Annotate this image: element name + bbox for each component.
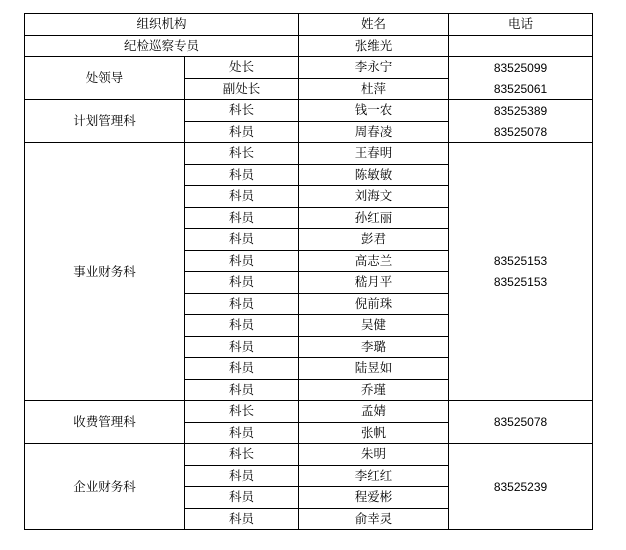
table-row <box>25 100 593 122</box>
position-cell: 科员 <box>185 487 299 509</box>
phone-cell <box>449 401 593 444</box>
phone-number: 83525239 <box>493 479 548 494</box>
phone-number: 83525061 <box>493 81 548 96</box>
department-cell: 处领导 <box>25 57 185 100</box>
inspector-name: 张维光 <box>299 35 449 57</box>
position-cell: 科员 <box>185 164 299 186</box>
phone-number: 83525153 <box>493 275 548 289</box>
inspector-row <box>25 35 593 57</box>
department-cell: 事业财务科 <box>25 143 185 401</box>
name-cell: 陈敏敏 <box>299 164 449 186</box>
position-cell: 科员 <box>185 186 299 208</box>
phone-cell <box>449 100 593 143</box>
table-row <box>25 444 593 466</box>
position-cell: 科长 <box>185 401 299 423</box>
position-cell: 科员 <box>185 272 299 294</box>
header-phone: 电话 <box>449 14 593 36</box>
phone-number: 83525078 <box>493 415 548 429</box>
phone-cell <box>449 57 593 100</box>
table-body <box>25 14 593 530</box>
name-cell: 朱明 <box>299 444 449 466</box>
name-cell: 李璐 <box>299 336 449 358</box>
header-org: 组织机构 <box>25 14 299 36</box>
position-cell: 科长 <box>185 100 299 122</box>
department-cell: 收费管理科 <box>25 401 185 444</box>
inspector-title: 纪检巡察专员 <box>25 35 299 57</box>
phone-number: 83525099 <box>493 60 548 75</box>
position-cell: 科员 <box>185 229 299 251</box>
department-cell: 企业财务科 <box>25 444 185 530</box>
department-cell: 计划管理科 <box>25 100 185 143</box>
inspector-phone <box>449 35 593 57</box>
name-cell: 张帆 <box>299 422 449 444</box>
table-row <box>25 57 593 79</box>
name-cell: 程爱彬 <box>299 487 449 509</box>
position-cell: 科员 <box>185 379 299 401</box>
phone-number: 83525389 <box>493 103 548 118</box>
name-cell: 吴健 <box>299 315 449 337</box>
name-cell: 刘海文 <box>299 186 449 208</box>
name-cell: 嵇月平 <box>299 272 449 294</box>
name-cell: 陆昱如 <box>299 358 449 380</box>
header-name: 姓名 <box>299 14 449 36</box>
name-cell: 孟婧 <box>299 401 449 423</box>
position-cell: 科员 <box>185 293 299 315</box>
name-cell: 高志兰 <box>299 250 449 272</box>
name-cell: 周春凌 <box>299 121 449 143</box>
position-cell: 科员 <box>185 315 299 337</box>
name-cell: 王春明 <box>299 143 449 165</box>
header-row <box>25 14 593 36</box>
position-cell: 副处长 <box>185 78 299 100</box>
name-cell: 钱一农 <box>299 100 449 122</box>
name-cell: 孙红丽 <box>299 207 449 229</box>
name-cell: 李红红 <box>299 465 449 487</box>
position-cell: 科员 <box>185 121 299 143</box>
position-cell: 科长 <box>185 444 299 466</box>
name-cell: 俞幸灵 <box>299 508 449 530</box>
position-cell: 科员 <box>185 336 299 358</box>
name-cell: 杜萍 <box>299 78 449 100</box>
name-cell: 倪前珠 <box>299 293 449 315</box>
phone-number: 83525153 <box>493 254 548 268</box>
name-cell: 彭君 <box>299 229 449 251</box>
phone-cell <box>449 143 593 401</box>
name-cell: 乔瑾 <box>299 379 449 401</box>
phone-cell <box>449 444 593 530</box>
position-cell: 科长 <box>185 143 299 165</box>
position-cell: 科员 <box>185 508 299 530</box>
position-cell: 科员 <box>185 207 299 229</box>
position-cell: 科员 <box>185 422 299 444</box>
position-cell: 科员 <box>185 250 299 272</box>
position-cell: 科员 <box>185 358 299 380</box>
position-cell: 处长 <box>185 57 299 79</box>
staff-directory-table <box>24 13 593 530</box>
table-row <box>25 143 593 165</box>
phone-number: 83525078 <box>493 124 548 139</box>
name-cell: 李永宁 <box>299 57 449 79</box>
position-cell: 科员 <box>185 465 299 487</box>
table-row <box>25 401 593 423</box>
